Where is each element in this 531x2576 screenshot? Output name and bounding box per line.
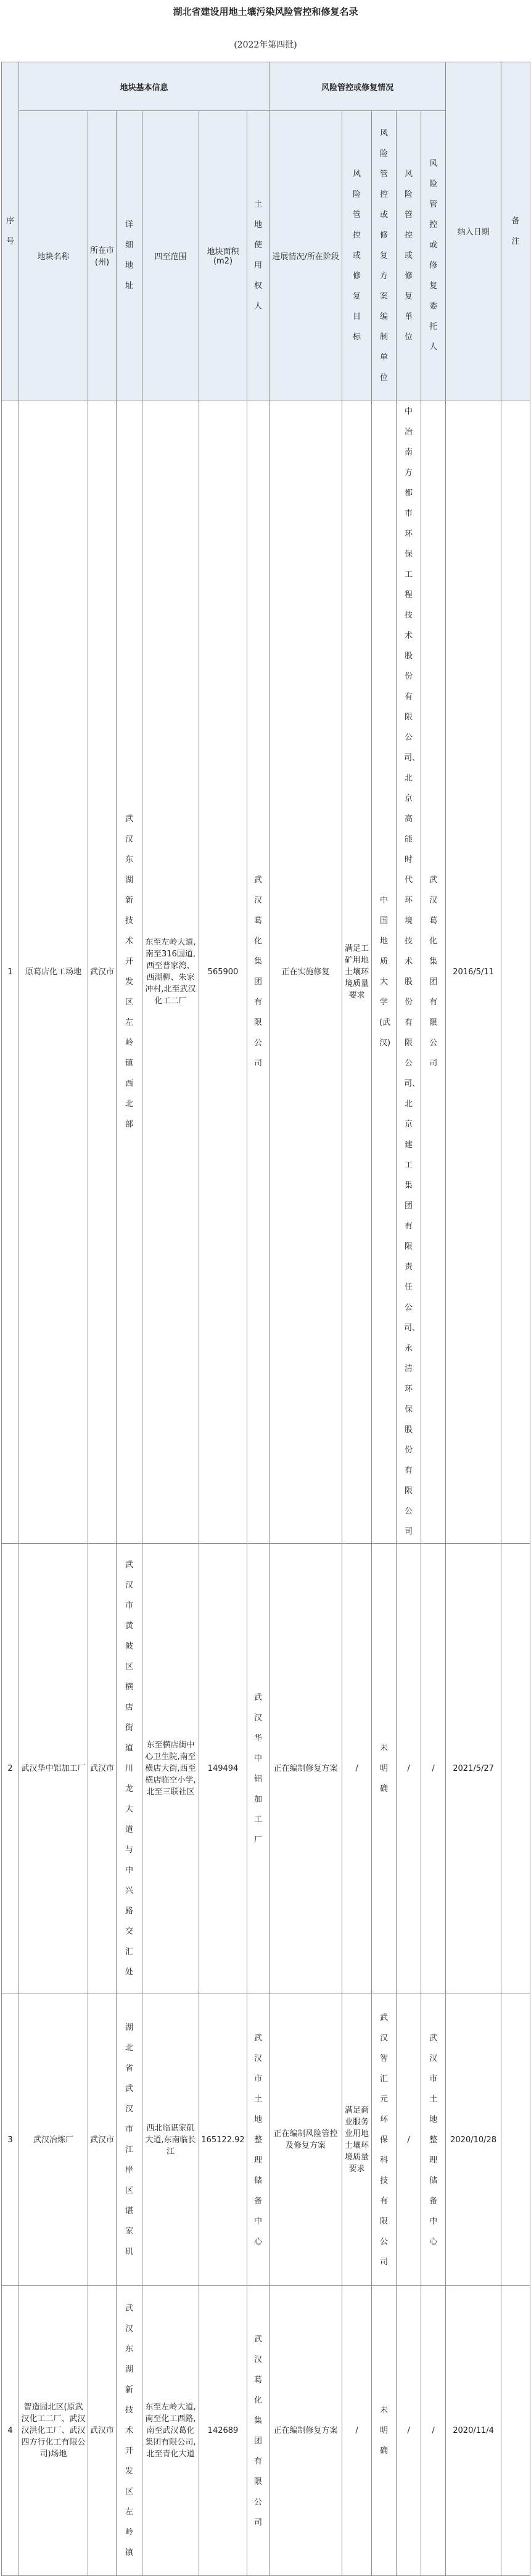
cell-progress: 正在编制修复方案 [270, 2286, 342, 2576]
table-row [2, 2286, 530, 2576]
cell-plan-unit: 武汉智汇元环保科技有限公司 [372, 1994, 397, 2286]
cell-name: 智造园北区(原武汉化工二厂、武汉汉洪化工厂、武汉四方行化工有限公司)场地 [19, 2286, 88, 2576]
header-name: 地块名称 [19, 111, 88, 400]
cell-remark [501, 2286, 530, 2576]
cell-client: / [421, 1544, 446, 1994]
header-owner: 土地使用权人 [247, 111, 270, 400]
table-row [2, 1994, 530, 2286]
cell-owner: 武汉葛化集团有限公司 [247, 2286, 270, 2576]
cell-city: 武汉市 [88, 1544, 117, 1994]
cell-client: 武汉市土地整理储备中心 [421, 1994, 446, 2286]
cell-owner: 武汉华中铝加工厂 [247, 1544, 270, 1994]
cell-plan-unit: 未明确 [372, 1544, 397, 1994]
cell-bounds: 西北临谌家矶大道,东南临长江 [142, 1994, 199, 2286]
header-area: 地块面积(m2) [199, 111, 247, 400]
cell-date: 2020/11/4 [446, 2286, 501, 2576]
cell-date: 2021/5/27 [446, 1544, 501, 1994]
cell-bounds: 东至左岭大道,南至316国道,西至普家湾、西湖柳、朱家冲村,北至武汉化工二厂 [142, 400, 199, 1544]
header-group-risk: 风险管控或修复情况 [270, 62, 446, 111]
header-progress: 进展情况/所在阶段 [270, 111, 342, 400]
table-row [2, 400, 530, 1544]
table-row [2, 1544, 530, 1994]
cell-exec-unit: / [397, 2286, 421, 2576]
header-city: 所在市(州) [88, 111, 117, 400]
cell-address: 武汉东湖新技术开发区左岭镇 [117, 2286, 142, 2576]
cell-address: 武汉市黄陂区横店街道川龙大道与中兴路交汇处 [117, 1544, 142, 1994]
header-client: 风险管控或修复委托人 [421, 111, 446, 400]
cell-seq: 3 [2, 1994, 19, 2286]
cell-city: 武汉市 [88, 2286, 117, 2576]
header-group-basic: 地块基本信息 [19, 62, 270, 111]
cell-area: 565900 [199, 400, 247, 1544]
cell-name: 武汉华中铝加工厂 [19, 1544, 88, 1994]
cell-target: / [342, 2286, 372, 2576]
cell-progress: 正在编制修复方案 [270, 1544, 342, 1994]
cell-name: 武汉冶炼厂 [19, 1994, 88, 2286]
header-date: 纳入日期 [446, 62, 501, 400]
cell-exec-unit: / [397, 1994, 421, 2286]
cell-bounds: 东至横店街中心卫生院,南至横店大街,西至横店临空小学,北至三联社区 [142, 1544, 199, 1994]
cell-date: 2016/5/11 [446, 400, 501, 1544]
cell-target: / [342, 1544, 372, 1994]
header-plan-unit: 风险管控或修复方案编制单位 [372, 111, 397, 400]
cell-seq: 2 [2, 1544, 19, 1994]
header-seq: 序号 [2, 62, 19, 400]
cell-plan-unit: 中国地质大学(武汉) [372, 400, 397, 1544]
cell-area: 149494 [199, 1544, 247, 1994]
page-subtitle: (2022年第四批) [234, 40, 297, 50]
header-target: 风险管控或修复目标 [342, 111, 372, 400]
cell-address: 武汉东湖新技术开发区左岭镇西北部 [117, 400, 142, 1544]
cell-city: 武汉市 [88, 400, 117, 1544]
header-bounds: 四至范围 [142, 111, 199, 400]
cell-seq: 4 [2, 2286, 19, 2576]
cell-exec-unit: 中冶南方都市环保工程技术股份有限公司、北京高能时代环境技术股份有限公司、北京建工集团有限责任公司、永清环保股份有限公司 [397, 400, 421, 1544]
cell-plan-unit: 未明确 [372, 2286, 397, 2576]
cell-progress: 正在实施修复 [270, 400, 342, 1544]
header-remark: 备注 [501, 62, 530, 400]
cell-remark [501, 1544, 530, 1994]
cell-target: 满足商业服务业用地土壤环境质量要求 [342, 1994, 372, 2286]
cell-name: 原葛店化工场地 [19, 400, 88, 1544]
remediation-table [1, 62, 530, 2576]
header-address: 详细地址 [117, 111, 142, 400]
cell-city: 武汉市 [88, 1994, 117, 2286]
cell-date: 2020/10/28 [446, 1994, 501, 2286]
cell-area: 142689 [199, 2286, 247, 2576]
cell-exec-unit: / [397, 1544, 421, 1994]
cell-area: 165122.92 [199, 1994, 247, 2286]
cell-address: 湖北省武汉市江岸区谌家矶 [117, 1994, 142, 2286]
group-header-row [2, 62, 530, 111]
cell-target: 满足工矿用地土壤环境质量要求 [342, 400, 372, 1544]
cell-remark [501, 400, 530, 1544]
cell-progress: 正在编制风险管控及修复方案 [270, 1994, 342, 2286]
cell-owner: 武汉葛化集团有限公司 [247, 400, 270, 1544]
cell-client: 武汉葛化集团有限公司 [421, 400, 446, 1544]
cell-owner: 武汉市土地整理储备中心 [247, 1994, 270, 2286]
cell-remark [501, 1994, 530, 2286]
page-title: 湖北省建设用地土壤污染风险管控和修复名录 [173, 6, 358, 17]
header-exec-unit: 风险管控或修复单位 [397, 111, 421, 400]
cell-bounds: 东至左岭大道,南至化工西路,南至武汉葛化集团有限公司,北至青化大道 [142, 2286, 199, 2576]
cell-client: / [421, 2286, 446, 2576]
cell-seq: 1 [2, 400, 19, 1544]
